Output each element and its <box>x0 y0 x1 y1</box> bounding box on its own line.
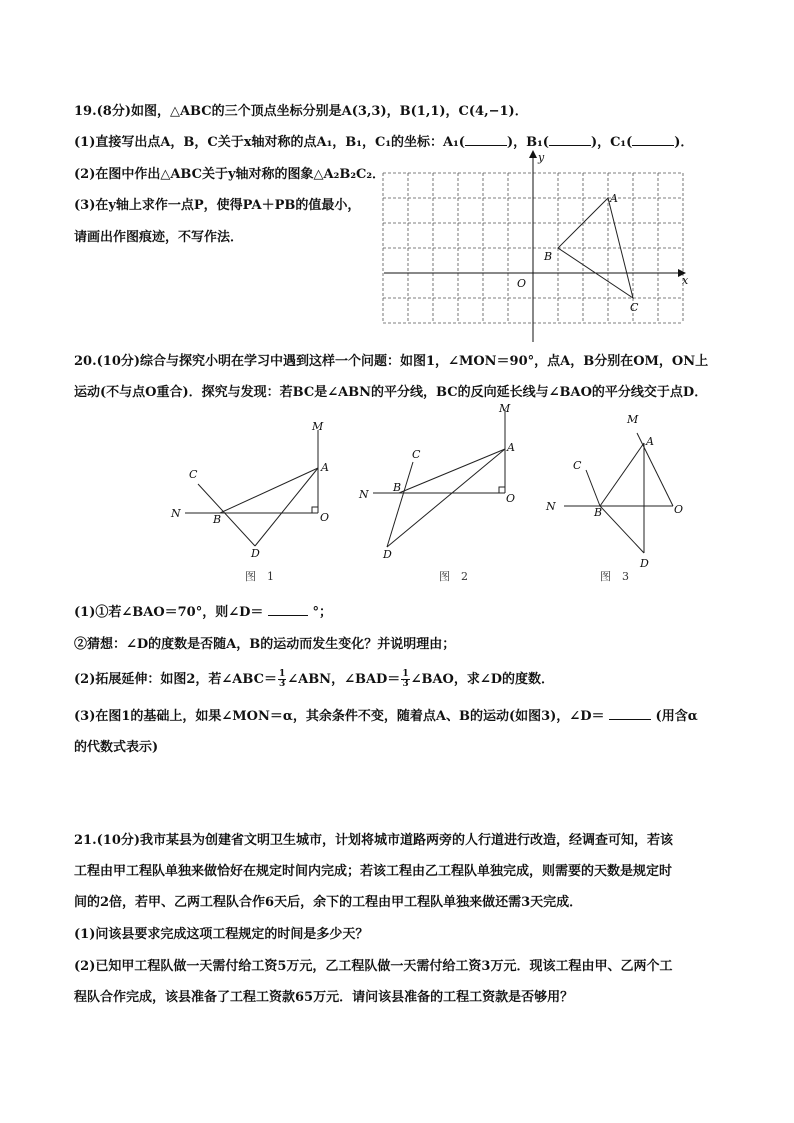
q20-part1-2: ②猜想：∠D的度数是否随A，B的运动而发生变化？并说明理由； <box>74 637 456 652</box>
q20-part2-lead: (2)拓展延伸：如图2，若∠ABC＝ <box>74 672 277 687</box>
fig2-label-b: B <box>393 481 402 494</box>
q21-line2: 工程由甲工程队单独来做恰好在规定时间内完成；若该工程由乙工程队单独完成，则需要的天数是规定时 <box>74 864 673 879</box>
fig2-caption: 图 2 <box>439 570 468 583</box>
q21-line1: 21.(10分)我市某县为创建省文明卫生城市，计划将城市道路两旁的人行道进行改造，经调查可知，若该 <box>74 833 674 848</box>
fig3-label-c: C <box>573 459 582 472</box>
q20-figure-3 <box>540 405 700 590</box>
q20-figure-1 <box>165 410 345 590</box>
point-b-label: B <box>544 250 553 263</box>
q19-part3-line1: (3)在y轴上求作一点P，使得PA＋PB的值最小， <box>74 198 361 213</box>
q20-line2: 运动(不与点O重合)．探究与发现：若BC是∠ABN的平分线，BC的反向延长线与∠BAO的平分线交于点D． <box>74 385 708 400</box>
fraction-one-third: $\frac{1}{3}$ <box>278 669 286 689</box>
q20-part1-1-end: °； <box>312 605 332 620</box>
q20-part3-line2: 的代数式表示) <box>74 740 159 755</box>
fig2-label-m: M <box>499 402 511 415</box>
q21-part2-line1: (2)已知甲工程队做一天需付给工资5万元，乙工程队做一天需付给工资3万元．现该工程由甲、乙两个工 <box>74 959 673 974</box>
fig3-caption: 图 3 <box>600 570 629 583</box>
q19-part3-line2: 请画出作图痕迹，不写作法． <box>74 230 244 245</box>
fig1-label-a: A <box>321 461 329 474</box>
q20-part3-lead: (3)在图1的基础上，如果∠MON＝α，其余条件不变，随着点A、B的运动(如图3)，∠D＝ <box>74 709 605 724</box>
fig2-label-a: A <box>507 441 515 454</box>
q21-part2-line2: 程队合作完成，该县准备了工程工资款65万元．请问该县准备的工程工资款是否够用？ <box>74 990 574 1005</box>
q19-title: 19.(8分)如图，△ABC的三个顶点坐标分别是A(3,3)，B(1,1)，C(4,−1)． <box>74 104 528 119</box>
point-c-label: C <box>630 301 639 314</box>
answer-blank-c1[interactable] <box>632 145 674 146</box>
q20-part1-1 <box>74 604 332 622</box>
fraction-one-third-2: $\frac{1}{3}$ <box>402 669 409 689</box>
q20-part1-1-lead: (1)①若∠BAO＝70°，则∠D＝ <box>74 605 264 620</box>
q21-part1: (1)问该县要求完成这项工程规定的时间是多少天？ <box>74 927 369 942</box>
fig1-label-m: M <box>312 420 324 433</box>
fig2-label-o: O <box>506 492 516 505</box>
fig1-label-b: B <box>213 513 222 526</box>
x-axis-label: x <box>682 274 689 287</box>
q20-part2 <box>74 670 554 689</box>
q19-part1-lead: (1)直接写出点A，B，C关于x轴对称的点A₁，B₁，C₁的坐标：A₁( <box>74 135 465 150</box>
answer-blank-b1[interactable] <box>549 145 591 146</box>
q19-part1-c: )，C₁( <box>590 135 633 150</box>
q19-part1-b: )，B₁( <box>506 135 549 150</box>
q20-part3 <box>74 708 698 726</box>
point-a-label: A <box>610 192 618 205</box>
fig2-label-c: C <box>412 448 421 461</box>
fig3-label-o: O <box>674 503 684 516</box>
fig2-label-d: D <box>383 548 392 561</box>
origin-label: O <box>517 277 527 290</box>
answer-blank-angle-d-alpha[interactable] <box>609 719 651 720</box>
fig1-label-n: N <box>171 507 181 520</box>
fig3-label-a: A <box>646 435 654 448</box>
q20-line1: 20.(10分)综合与探究小明在学习中遇到这样一个问题：如图1，∠MON＝90°，点A，B分别在OM，ON上 <box>74 354 709 369</box>
fig3-label-d: D <box>640 557 649 570</box>
y-axis-label: y <box>538 151 545 164</box>
q19-coordinate-grid <box>380 150 690 345</box>
q19-part2: (2)在图中作出△ABC关于y轴对称的图象△A₂B₂C₂． <box>74 167 386 182</box>
answer-blank-a1[interactable] <box>465 145 507 146</box>
fig3-label-b: B <box>594 506 603 519</box>
fig3-label-m: M <box>627 413 639 426</box>
answer-blank-angle-d[interactable] <box>268 615 308 616</box>
fig3-label-n: N <box>546 500 556 513</box>
q20-part2-mid: ∠ABN，∠BAD＝ <box>287 672 401 687</box>
fig1-label-d: D <box>251 547 260 560</box>
fig1-caption: 图 1 <box>245 570 274 583</box>
q20-part2-end: ∠BAO，求∠D的度数． <box>410 672 555 687</box>
fig1-label-o: O <box>320 511 330 524</box>
q20-part3-end: (用含α <box>655 709 698 724</box>
y-axis-arrow-icon <box>529 150 537 158</box>
q20-figure-2 <box>355 400 535 590</box>
fig2-label-n: N <box>359 488 369 501</box>
q21-line3: 间的2倍，若甲、乙两工程队合作6天后，余下的工程由甲工程队单独来做还需3天完成． <box>74 895 583 910</box>
q19-part1-end: )． <box>674 135 694 150</box>
fig1-label-c: C <box>189 468 198 481</box>
